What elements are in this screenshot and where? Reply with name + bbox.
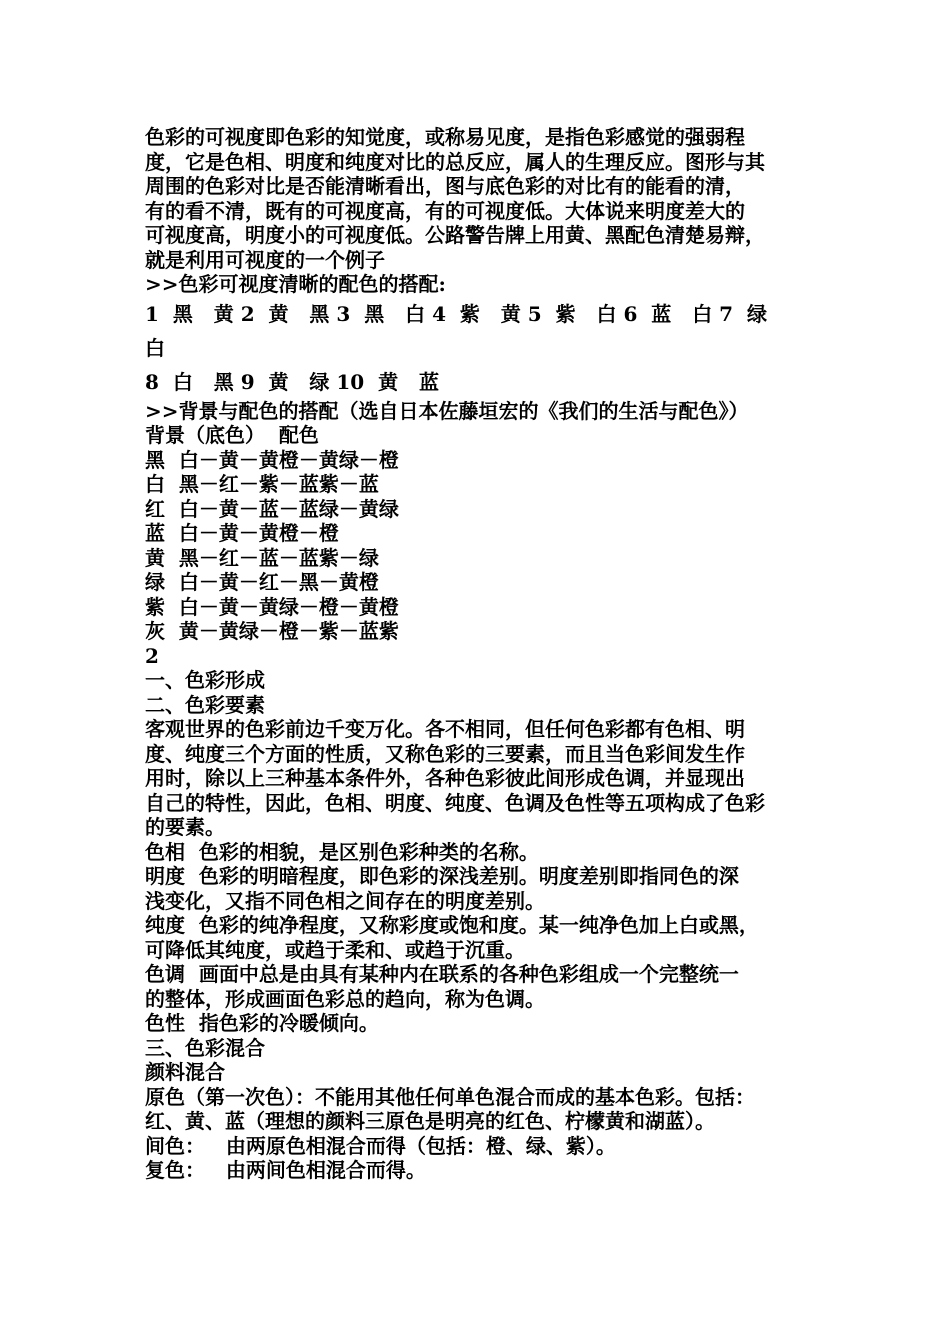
text-line: 用时，除以上三种基本条件外，各种色彩彼此间形成色调，并显现出 bbox=[145, 766, 745, 790]
section-heading-mixing: 三、色彩混合 bbox=[145, 1035, 265, 1060]
list-item: 紫 白－黄－黄绿－橙－黄橙 bbox=[145, 594, 399, 619]
definition-line: 可降低其纯度，或趋于柔和、或趋于沉重。 bbox=[145, 937, 525, 962]
text-line: 可视度高，明度小的可视度低。公路警告牌上用黄、黑配色清楚易辩， bbox=[145, 223, 765, 247]
list-item: 灰 黄－黄绿－橙－紫－蓝紫 bbox=[145, 619, 399, 643]
definition-line: 纯度 色彩的纯净程度，又称彩度或饱和度。某一纯净色加上白或黑， bbox=[145, 913, 759, 937]
text-line: 原色（第一次色）：不能用其他任何单色混合而成的基本色彩。包括： bbox=[145, 1084, 755, 1109]
section-heading-elements: 二、色彩要素 bbox=[145, 692, 265, 717]
text-line: 色彩的可视度即色彩的知觉度，或称易见度，是指色彩感觉的强弱程 bbox=[145, 125, 745, 149]
elements-paragraph bbox=[145, 717, 815, 840]
text-line: 度，它是色相、明度和纯度对比的总反应，属人的生理反应。图形与其 bbox=[145, 149, 765, 174]
background-list bbox=[145, 448, 815, 644]
definition-line: 的整体，形成画面色彩总的趋向，称为色调。 bbox=[145, 986, 545, 1011]
text-line: 就是利用可视度的一个例子 bbox=[145, 247, 385, 272]
definition-line: 色性 指色彩的冷暖倾向。 bbox=[145, 1011, 379, 1035]
section-heading-formation: 一、色彩形成 bbox=[145, 668, 265, 692]
subheading-pigment-mixing: 颜料混合 bbox=[145, 1060, 225, 1084]
text-line: 的要素。 bbox=[145, 815, 225, 839]
list-item: 绿 白－黄－红－黑－黄橙 bbox=[145, 570, 379, 594]
visibility-heading: >>色彩可视度清晰的配色的搭配: bbox=[145, 272, 446, 296]
text-line: 周围的色彩对比是否能清晰看出，图与底色彩的对比有的能看的清， bbox=[145, 174, 745, 198]
list-item: 蓝 白－黄－黄橙－橙 bbox=[145, 521, 339, 545]
page-number: 2 bbox=[145, 643, 159, 668]
definition-line: 色调 画面中总是由具有某种内在联系的各种色彩组成一个完整统一 bbox=[145, 962, 739, 986]
list-item: 红 白－黄－蓝－蓝绿－黄绿 bbox=[145, 496, 399, 521]
text-line: 客观世界的色彩前边千变万化。各不相同，但任何色彩都有色相、明 bbox=[145, 717, 745, 741]
combo-row-2: 8 白 黑 9 黄 绿 10 黄 蓝 bbox=[145, 369, 440, 394]
combo-row-1-wrap: 白 bbox=[145, 335, 165, 360]
background-heading: >>背景与配色的搭配（选自日本佐藤垣宏的《我们的生活与配色》） bbox=[145, 398, 749, 423]
text-line: 红、黄、蓝（理想的颜料三原色是明亮的红色、柠檬黄和湖蓝）。 bbox=[145, 1109, 715, 1133]
text-line: 度、纯度三个方面的性质，又称色彩的三要素，而且当色彩间发生作 bbox=[145, 741, 745, 766]
definition-line: 明度 色彩的明暗程度，即色彩的深浅差别。明度差别即指同色的深 bbox=[145, 864, 739, 888]
definition-line: 浅变化，又指不同色相之间存在的明度差别。 bbox=[145, 888, 545, 913]
definitions-list bbox=[145, 840, 815, 1036]
intro-paragraph bbox=[145, 125, 815, 272]
combo-row-1: 1 黑 黄 2 黄 黑 3 黑 白 4 紫 黄 5 紫 白 6 蓝 白 7 绿 bbox=[145, 301, 768, 326]
list-item: 黄 黑－红－蓝－蓝紫－绿 bbox=[145, 545, 379, 570]
mixing-list bbox=[145, 1085, 815, 1183]
list-item: 白 黑－红－紫－蓝紫－蓝 bbox=[145, 472, 379, 496]
text-line: 有的看不清，既有的可视度高，有的可视度低。大体说来明度差大的 bbox=[145, 198, 745, 223]
document-page bbox=[145, 125, 815, 1183]
background-column-header: 背景（底色） 配色 bbox=[145, 423, 319, 447]
text-line: 自己的特性，因此，色相、明度、纯度、色调及色性等五项构成了色彩 bbox=[145, 790, 765, 815]
definition-line: 色相 色彩的相貌，是区别色彩种类的名称。 bbox=[145, 839, 539, 864]
text-line: 复色： 由两间色相混合而得。 bbox=[145, 1158, 426, 1182]
text-line: 间色： 由两原色相混合而得（包括：橙、绿、紫）。 bbox=[145, 1133, 616, 1158]
list-item: 黑 白－黄－黄橙－黄绿－橙 bbox=[145, 447, 399, 472]
